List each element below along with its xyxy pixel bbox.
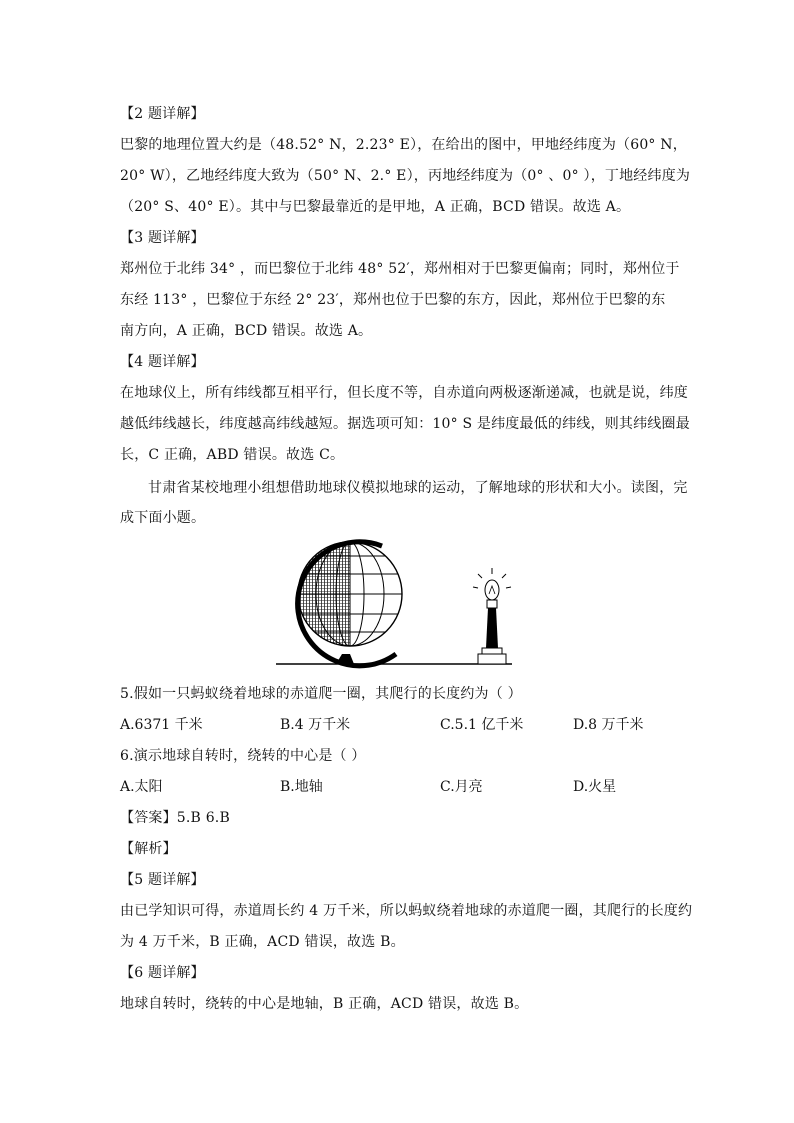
heading-q5-detail: 【5 题详解】 [120, 872, 205, 888]
text-q2-line1: 巴黎的地理位置大约是（48.52° N，2.23° E），在给出的图中，甲地经纬度为（60° N， [120, 137, 687, 153]
text-q3-line1: 郑州位于北纬 34° ，而巴黎位于北纬 48° 52′，郑州相对于巴黎更偏南；同时，郑州位于 [120, 261, 680, 277]
question-5: 5.假如一只蚂蚁绕着地球的赤道爬一圈，其爬行的长度约为（ ） [120, 686, 522, 702]
text-q4-line1: 在地球仪上，所有纬线都互相平行，但长度不等，自赤道向两极逐渐递减，也就是说，纬度 [120, 385, 688, 401]
heading-q6-detail: 【6 题详解】 [120, 965, 205, 981]
text-q6-line1: 地球自转时，绕转的中心是地轴，B 正确，ACD 错误，故选 B。 [120, 996, 529, 1012]
q6-option-b[interactable]: B.地轴 [280, 779, 323, 795]
heading-q2-detail: 【2 题详解】 [120, 106, 205, 122]
q5-option-a[interactable]: A.6371 千米 [120, 717, 203, 733]
text-q5-line2: 为 4 万千米，B 正确，ACD 错误，故选 B。 [120, 934, 405, 950]
q6-option-c[interactable]: C.月亮 [440, 779, 483, 795]
answer-line: 【答案】5.B 6.B [120, 810, 230, 826]
globe-and-lamp-figure [272, 536, 522, 671]
intro-line2: 成下面小题。 [120, 510, 206, 526]
q5-option-b[interactable]: B.4 万千米 [280, 717, 351, 733]
text-q2-line3: （20° S、40° E）。其中与巴黎最靠近的是甲地，A 正确，BCD 错误。故选 A。 [120, 199, 631, 215]
intro-line1: 甘肃省某校地理小组想借助地球仪模拟地球的运动，了解地球的形状和大小。读图，完 [148, 480, 688, 496]
lamp-icon [473, 568, 511, 664]
text-q3-line3: 南方向，A 正确，BCD 错误。故选 A。 [120, 323, 373, 339]
text-q2-line2: 20° W），乙地经纬度大致为（50° N、2.° E），丙地经纬度为（0° 、0° ），丁地经纬度为 [120, 168, 691, 184]
q5-option-c[interactable]: C.5.1 亿千米 [440, 717, 524, 733]
globe-icon [292, 536, 410, 666]
text-q4-line2: 越低纬线越长，纬度越高纬线越短。据选项可知：10° S 是纬度最低的纬线，则其纬线圈最 [120, 416, 690, 432]
q5-option-d[interactable]: D.8 万千米 [573, 717, 644, 733]
text-q4-line3: 长，C 正确，ABD 错误。故选 C。 [120, 447, 345, 463]
question-6: 6.演示地球自转时，绕转的中心是（ ） [120, 748, 366, 764]
text-q5-line1: 由已学知识可得，赤道周长约 4 万千米，所以蚂蚁绕着地球的赤道爬一圈，其爬行的长度约 [120, 903, 693, 919]
heading-q3-detail: 【3 题详解】 [120, 230, 205, 246]
heading-q4-detail: 【4 题详解】 [120, 354, 205, 370]
text-q3-line2: 东经 113° ，巴黎位于东经 2° 23′，郑州也位于巴黎的东方，因此，郑州位于巴黎的东 [120, 292, 666, 308]
q6-option-d[interactable]: D.火星 [573, 779, 617, 795]
analysis-heading: 【解析】 [120, 841, 177, 857]
q6-option-a[interactable]: A.太阳 [120, 779, 163, 795]
